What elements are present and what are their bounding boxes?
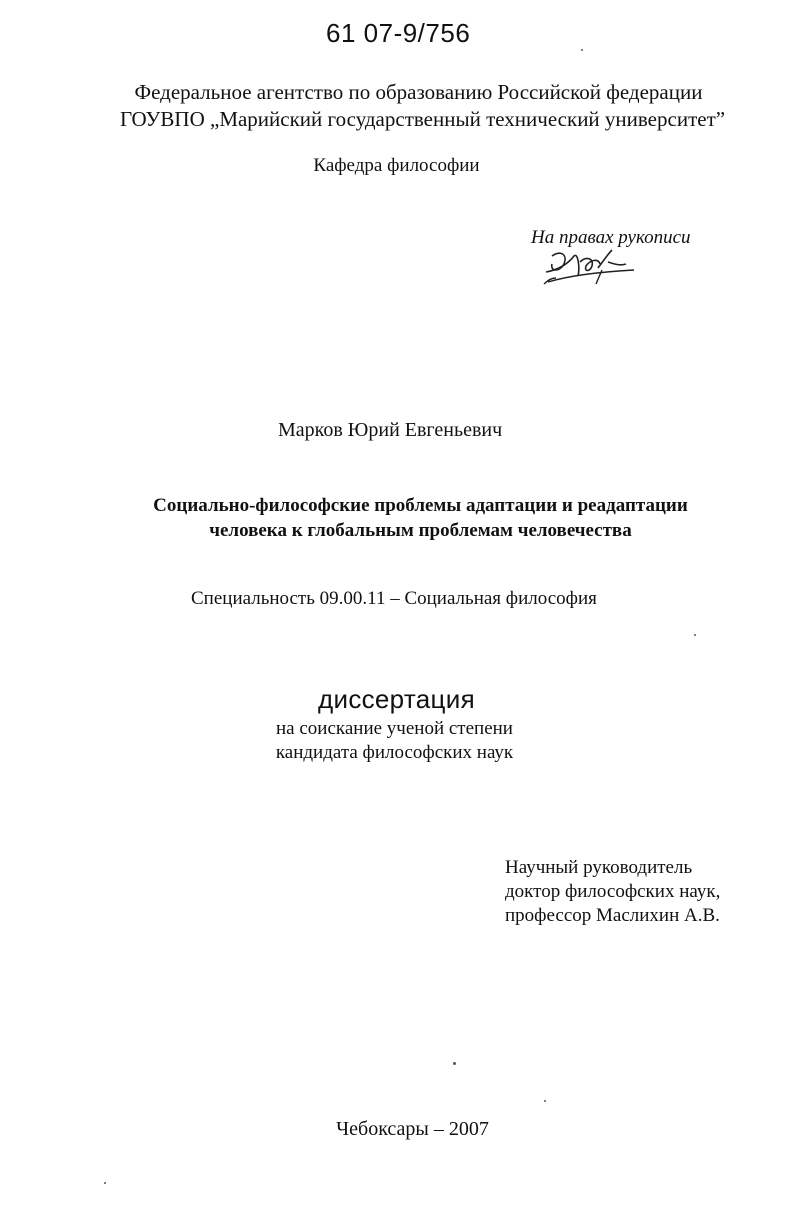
degree-line-1: на соискание ученой степени	[276, 718, 513, 739]
supervisor-degree: доктор философских наук,	[505, 881, 721, 902]
scan-speck	[544, 1100, 546, 1102]
manuscript-rights-note: На правах рукописи	[531, 227, 691, 248]
thesis-title-line-1: Социально-философские проблемы адаптации и реадаптации	[153, 495, 688, 516]
agency-name: Федеральное агентство по образованию Российской федерации	[134, 80, 703, 104]
scan-speck	[694, 634, 696, 636]
author-name: Марков Юрий Евгеньевич	[278, 419, 503, 441]
scan-speck	[453, 1062, 456, 1065]
department-name: Кафедра философии	[313, 155, 480, 176]
archive-number: 61 07-9/756	[326, 18, 471, 48]
supervisor-name: профессор Маслихин А.В.	[505, 905, 720, 926]
degree-line-2: кандидата философских наук	[275, 742, 514, 763]
specialty-line: Специальность 09.00.11 – Социальная философия	[191, 588, 597, 609]
university-name: ГОУВПО „Марийский государственный технический университет”	[119, 107, 726, 131]
handwritten-signature	[538, 242, 648, 290]
supervisor-role: Научный руководитель	[505, 857, 693, 878]
thesis-title-line-2: человека к глобальным проблемам человечества	[209, 520, 632, 541]
scan-speck	[104, 1182, 106, 1184]
scan-speck	[581, 49, 583, 51]
place-and-year: Чебоксары – 2007	[336, 1118, 489, 1140]
thesis-type: диссертация	[318, 684, 475, 714]
